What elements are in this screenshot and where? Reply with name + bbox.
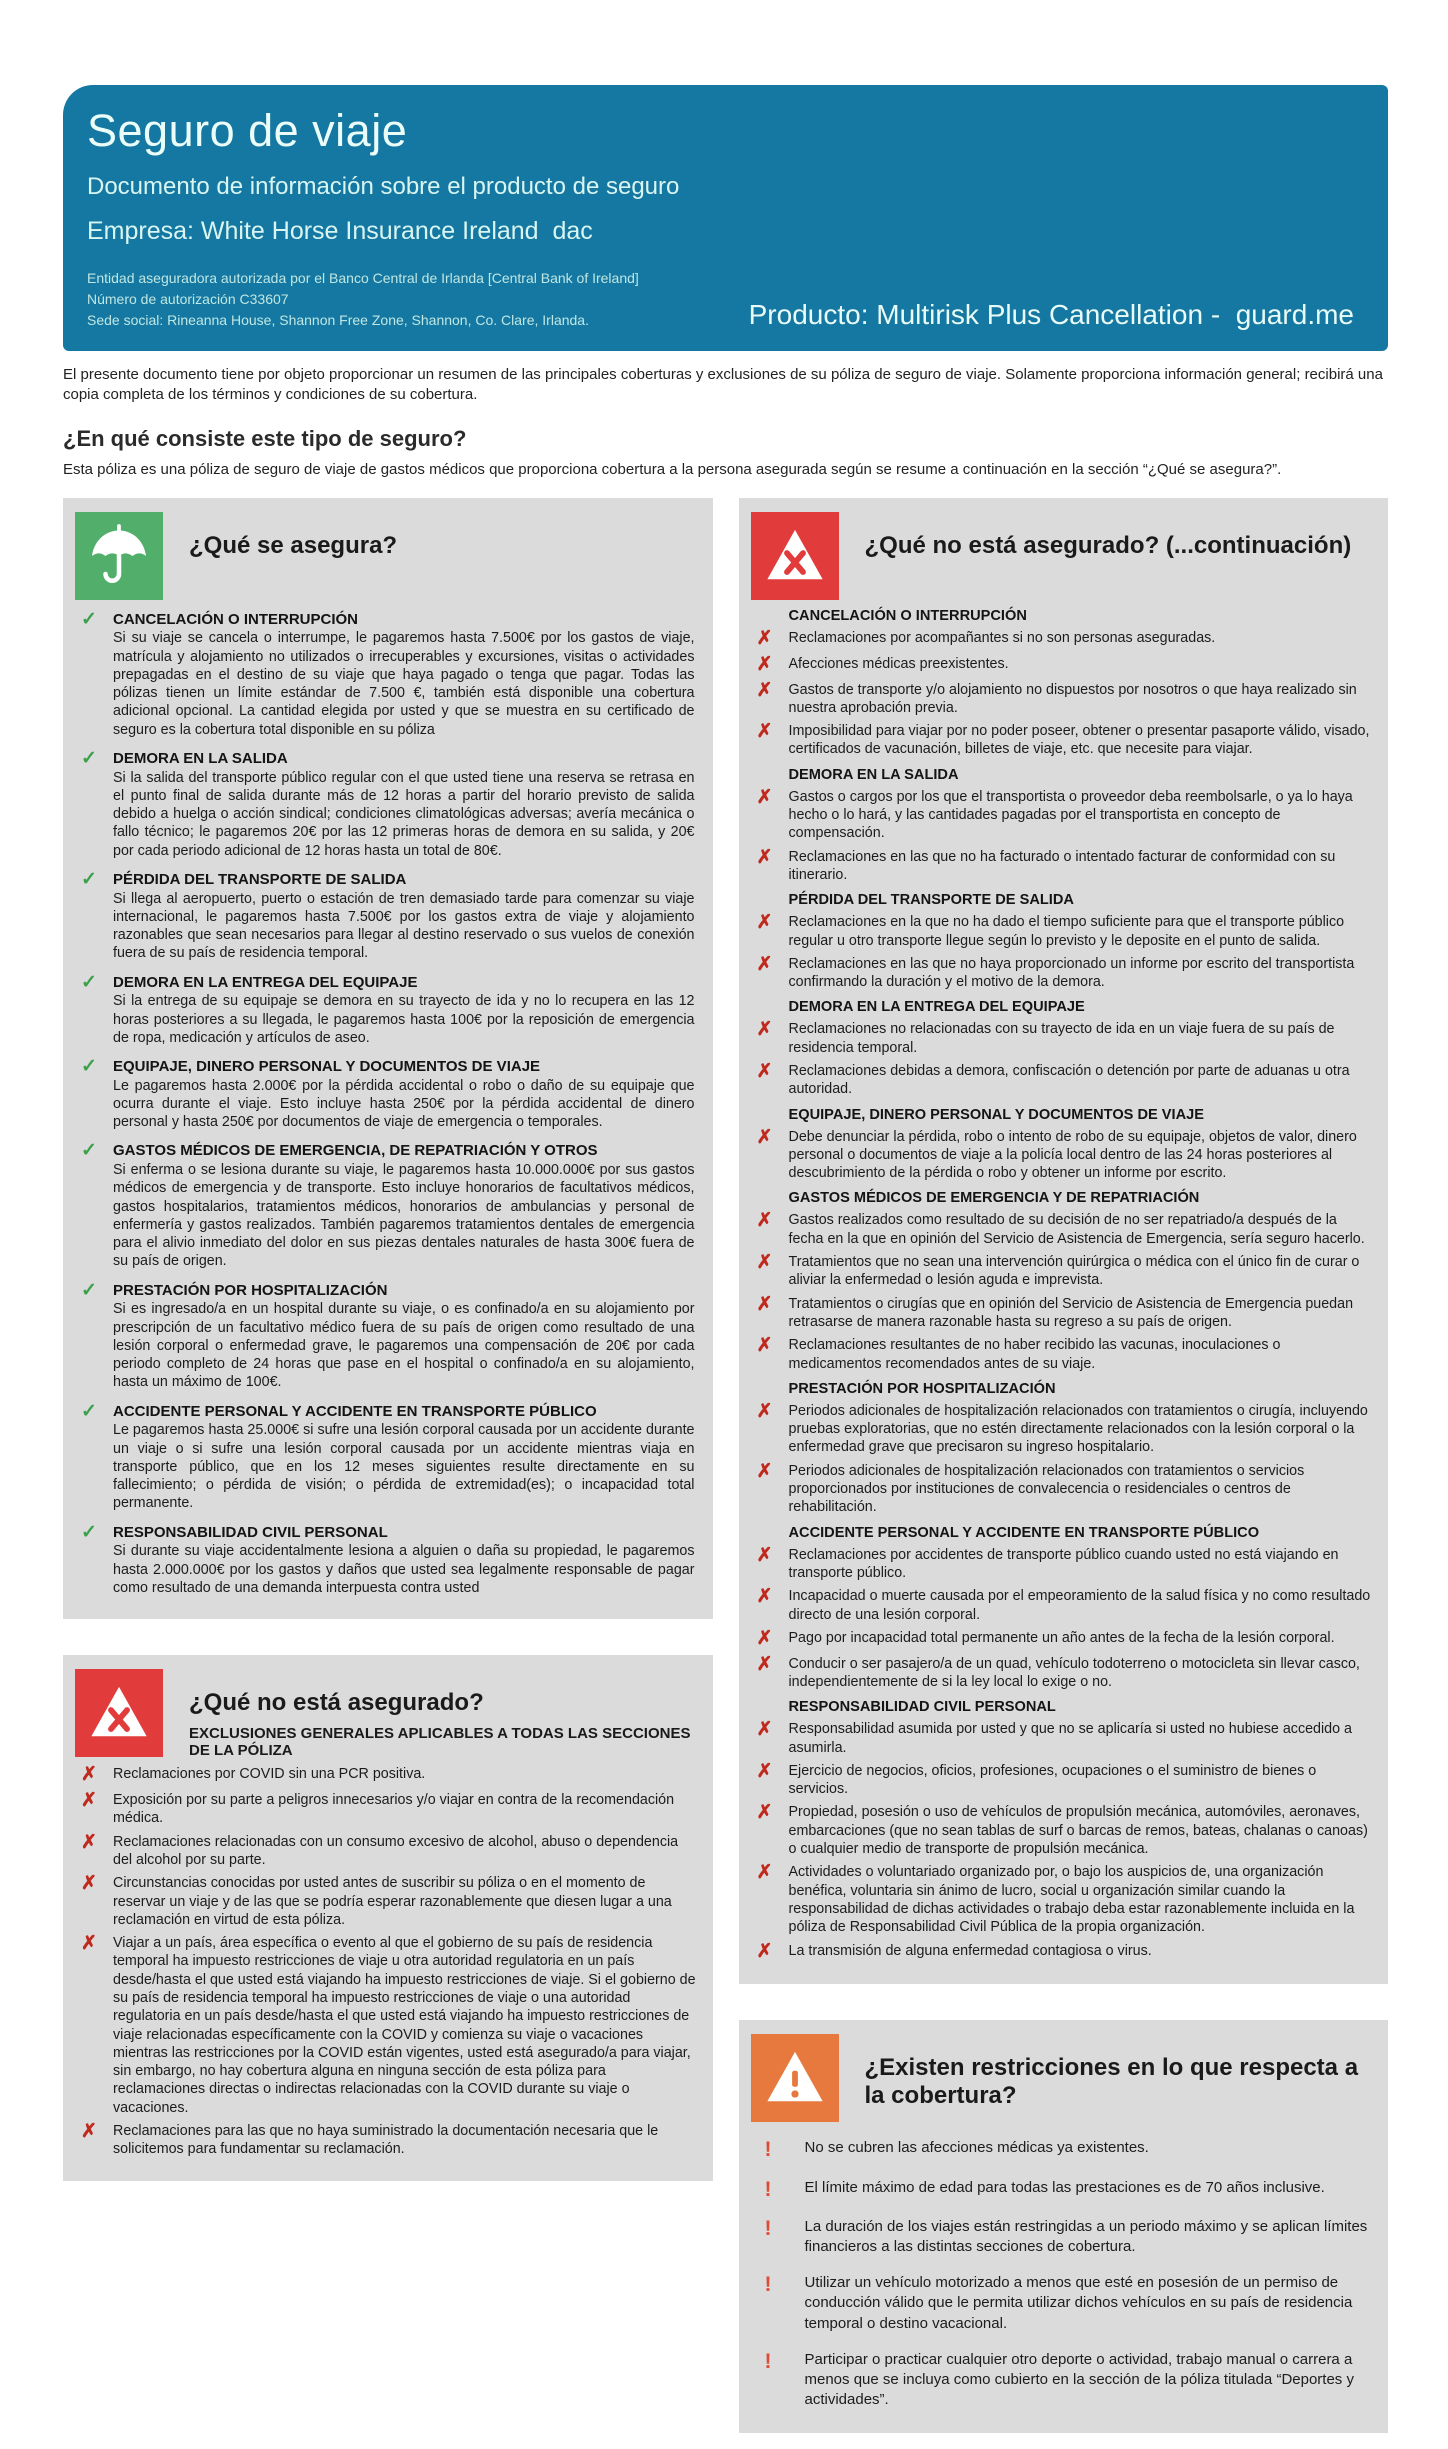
restrictions-panel bbox=[739, 2020, 1389, 2432]
exclusion-item-text: Viajar a un país, área específica o evento al que el gobierno de su país de residencia temporal ha impuesto restricciones de viaje u otra autoridad regulatoria en un país desde/hasta el que usted está viajando ha impuesto restricciones de viaje. Si el gobierno de su país de residencia temporal ha impuesto restricciones de viaje o una autoridad regulatoria en un país desde/hasta el que usted está viajando ha impuesto restricciones de viaje relacionadas específicamente con la COVID y comienza su viaje o vacaciones mientras las restricciones por la COVID están vigentes, usted está asegurado/a para viajar, sin embargo, no hay cobertura alguna en ninguna sección de esta póliza para reclamaciones directas o indirectas relacionadas con la COVID durante su viaje o vacaciones. bbox=[113, 1935, 696, 2116]
exclusion-item bbox=[75, 1874, 699, 1929]
not-insured-cont-heading: ¿Qué no está asegurado? (...continuación) bbox=[864, 531, 1352, 559]
exclusion-item-text: Gastos o cargos por los que el transportista o proveedor deba reembolsarle, o ya lo haya hecho o lo hará, y las cantidades pagadas por el transportista en concepto de compensación. bbox=[788, 788, 1353, 842]
insured-item-body: Si su viaje se cancela o interrumpe, le pagaremos hasta 7.500€ por los gastos de viaje, matrícula y alojamiento no utilizados o irrecuperables y excursiones, visitas o actividades prepagadas en el destino de su viaje que haya pagado o tenga que pagar. Todas las pólizas tienen un límite estándar de 7.500 €, también está disponible una cobertura adicional opcional. La cantidad elegida por usted y que se muestra en su certificado de seguro es la cobertura total disponible en su póliza bbox=[113, 630, 695, 738]
insured-item-title: PÉRDIDA DEL TRANSPORTE DE SALIDA bbox=[113, 871, 407, 889]
insured-item-body: Si llega al aeropuerto, puerto o estación de tren demasiado tarde para comenzar su viaje internacional, le pagaremos hasta 7.500€ por los gastos extra de viaje y alojamiento razonables que sean necesarios para llegar al destino reservado o sus vuelos de conexión fuera de su país de residencia temporal. bbox=[113, 890, 695, 962]
what-is-heading: ¿En qué consiste este tipo de seguro? bbox=[63, 425, 467, 451]
exclusion-section-title: RESPONSABILIDAD CIVIL PERSONAL bbox=[788, 1699, 1056, 1716]
exclusion-item-text: Imposibilidad para viajar por no poder poseer, obtener o presentar pasaporte válido, visado, certificados de vacunación, billetes de viaje, etc. que necesite para viajar. bbox=[788, 723, 1370, 758]
exclusion-section bbox=[751, 1107, 1375, 1183]
exclusion-section bbox=[751, 1699, 1375, 1962]
exclusion-item bbox=[751, 1211, 1375, 1248]
product-line: Producto: Multirisk Plus Cancellation - guard.me bbox=[748, 299, 1354, 330]
left-column bbox=[63, 498, 713, 2181]
insured-item-title: ACCIDENTE PERSONAL Y ACCIDENTE EN TRANSPORTE PÚBLICO bbox=[113, 1402, 597, 1420]
exclusion-item-text: Pago por incapacidad total permanente un año antes de la fecha de la lesión corporal. bbox=[788, 1629, 1335, 1646]
exclusion-item-text: Reclamaciones por accidentes de transporte público cuando usted no está viajando en transporte público. bbox=[788, 1546, 1339, 1581]
not-insured-subheading: EXCLUSIONES GENERALES APLICABLES A TODAS LAS SECCIONES DE LA PÓLIZA bbox=[189, 1725, 691, 1760]
insured-item bbox=[75, 749, 699, 860]
check-icon: ✓ bbox=[81, 1140, 97, 1162]
exclusion-item-text: Afecciones médicas preexistentes. bbox=[788, 655, 1009, 672]
x-icon: ✗ bbox=[756, 721, 773, 743]
x-icon: ✗ bbox=[756, 1210, 773, 1232]
exclusion-section bbox=[751, 1381, 1375, 1517]
x-icon: ✗ bbox=[756, 1126, 773, 1148]
exclusion-item-text: Periodos adicionales de hospitalización relacionados con tratamientos o servicios proporcionados por instituciones de convalecencia o residenciales o centros de rehabilitación. bbox=[788, 1462, 1305, 1516]
insured-heading: ¿Qué se asegura? bbox=[189, 531, 398, 559]
check-icon: ✓ bbox=[81, 869, 97, 891]
x-icon: ✗ bbox=[81, 1790, 97, 1812]
exclusion-item bbox=[751, 955, 1375, 992]
exclusion-section-items bbox=[751, 1546, 1375, 1692]
insured-item-body: Le pagaremos hasta 2.000€ por la pérdida accidental o robo o daño de su equipaje que ocurra durante el viaje. Esto incluye hasta 250€ por la pérdida accidental de dinero personal y hasta 250€ por documentos de viaje de emergencia o temporales. bbox=[113, 1077, 695, 1131]
header-band bbox=[63, 85, 1388, 351]
exclusion-item-text: Debe denunciar la pérdida, robo o intento de robo de su equipaje, objetos de valor, dinero personal o documentos de viaje a la policía local dentro de las 24 horas posteriores al descubrimiento de la pérdida o robo y obtener un informe por escrito. bbox=[788, 1128, 1357, 1182]
insured-panel bbox=[63, 498, 713, 1619]
restriction-item-text: Utilizar un vehículo motorizado a menos que esté en posesión de un permiso de conducción válido que le permita utilizar dichos vehículos en su país de residencia temporal o destino vacacional. bbox=[804, 2274, 1353, 2332]
exclusion-item bbox=[751, 1587, 1375, 1624]
exclusion-item bbox=[751, 681, 1375, 718]
x-icon: ✗ bbox=[756, 679, 773, 701]
exclusion-item-text: Circunstancias conocidas por usted antes de suscribir su póliza o en el momento de reservar un viaje y de las que se podría esperar razonablemente que diesen lugar a una reclamación en virtud de esta póliza. bbox=[113, 1875, 672, 1928]
exclusion-item-text: Reclamaciones no relacionadas con su trayecto de ida en un viaje fuera de su país de residencia temporal. bbox=[788, 1021, 1335, 1056]
insured-items bbox=[75, 610, 699, 1597]
exclusion-item bbox=[751, 1336, 1375, 1373]
exclusion-item-text: Propiedad, posesión o uso de vehículos de propulsión mecánica, automóviles, aeronaves, embarcaciones (que no sean tablas de surf o barcas de remos, bateas, chalanas o canoas) o cualquier medio de transporte de propulsión mecánica. bbox=[788, 1804, 1368, 1858]
x-icon: ✗ bbox=[81, 1831, 97, 1853]
exclusion-item bbox=[751, 1942, 1375, 1963]
exclusion-item bbox=[751, 848, 1375, 885]
exclusion-item bbox=[75, 1765, 699, 1786]
x-icon: ✗ bbox=[756, 846, 773, 868]
x-icon: ✗ bbox=[756, 953, 773, 975]
exclusion-section-title: CANCELACIÓN O INTERRUPCIÓN bbox=[788, 607, 1027, 624]
restriction-item bbox=[751, 2138, 1375, 2161]
exclusion-section bbox=[751, 767, 1375, 884]
x-icon: ✗ bbox=[81, 1933, 97, 1955]
exclusion-item-text: Incapacidad o muerte causada por el empeoramiento de la salud física y no como resultado directo de una lesión corporal. bbox=[788, 1588, 1371, 1623]
exclamation-icon: ! bbox=[764, 2349, 772, 2373]
x-icon: ✗ bbox=[81, 1764, 97, 1786]
company-line: Empresa: White Horse Insurance Ireland dac bbox=[87, 217, 593, 245]
not-insured-panel bbox=[63, 1655, 713, 2181]
exclusion-item-text: Actividades o voluntariado organizado por, o bajo los auspicios de, una organización benéfica, voluntaria sin ánimo de lucro, social u organización similar cuando la responsabilidad de dichas actividades o trabajo deba estar razonablemente incluida en la póliza de Responsabilidad Civil Pública de la propia organización. bbox=[788, 1864, 1355, 1936]
exclusion-item-text: Conducir o ser pasajero/a de un quad, vehículo todoterreno o motocicleta sin llevar casco, independientemente de si la ley local lo exige o no. bbox=[788, 1655, 1360, 1690]
insurer-authorization: Entidad aseguradora autorizada por el Banco Central de Irlanda [Central Bank of Ireland] bbox=[87, 270, 639, 286]
exclusion-item-text: Exposición por su parte a peligros innecesarios y/o viajar en contra de la recomendación médica. bbox=[113, 1792, 675, 1827]
insured-item-title: EQUIPAJE, DINERO PERSONAL Y DOCUMENTOS DE VIAJE bbox=[113, 1058, 541, 1076]
not-insured-cont-panel bbox=[739, 498, 1389, 1985]
insured-item-title: PRESTACIÓN POR HOSPITALIZACIÓN bbox=[113, 1281, 388, 1299]
intro-paragraph: El presente documento tiene por objeto proporcionar un resumen de las principales coberturas y exclusiones de su póliza de seguro de viaje. Solamente proporciona información general; recibirá una copia completa de los términos y condiciones de su cobertura. bbox=[63, 366, 1383, 404]
exclusion-section-title: PÉRDIDA DEL TRANSPORTE DE SALIDA bbox=[788, 892, 1074, 909]
x-icon: ✗ bbox=[756, 1862, 773, 1884]
insured-item bbox=[75, 1057, 699, 1131]
restriction-item bbox=[751, 2350, 1375, 2411]
insured-item bbox=[75, 1523, 699, 1597]
exclusion-item-text: Reclamaciones debidas a demora, confiscación o detención por parte de aduanas u otra autoridad. bbox=[788, 1062, 1350, 1098]
exclusion-item bbox=[751, 1462, 1375, 1517]
exclusion-item-text: Gastos realizados como resultado de su decisión de no ser repatriado/a después de la fecha en la que en opinión del Servicio de Asistencia de Emergencia, sería seguro hacerlo. bbox=[788, 1212, 1365, 1247]
exclusion-item-text: Reclamaciones en la que no ha dado el tiempo suficiente para que el transporte público regular u otro transporte llegue según lo previsto y le deposite en el punto de salida. bbox=[788, 914, 1345, 949]
x-icon: ✗ bbox=[756, 1627, 773, 1649]
not-insured-heading: ¿Qué no está asegurado? bbox=[189, 1689, 484, 1717]
insured-item-title: CANCELACIÓN O INTERRUPCIÓN bbox=[113, 610, 359, 628]
insured-item-title: DEMORA EN LA SALIDA bbox=[113, 750, 288, 768]
restriction-item bbox=[751, 2217, 1375, 2258]
exclusion-section bbox=[751, 1190, 1375, 1372]
x-icon: ✗ bbox=[756, 1544, 773, 1566]
x-icon: ✗ bbox=[756, 1719, 773, 1741]
insured-item-body: Si durante su viaje accidentalmente lesiona a alguien o daña su propiedad, le pagaremos hasta 2.000.000€ por los gastos y daños que usted sea legalmente responsable de pagar como resultado de una demanda interpuesta contra usted bbox=[113, 1543, 695, 1596]
exclusion-item-text: Reclamaciones por acompañantes si no son personas aseguradas. bbox=[788, 629, 1216, 646]
restrictions-heading: ¿Existen restricciones en lo que respecta a la cobertura? bbox=[864, 2054, 1359, 2110]
exclusion-item-text: Gastos de transporte y/o alojamiento no dispuestos por nosotros o que haya realizado sin nuestra aprobación previa. bbox=[788, 681, 1357, 716]
insured-item bbox=[75, 973, 699, 1047]
exclusion-item-text: Periodos adicionales de hospitalización relacionados con tratamientos o cirugía, incluyendo pruebas exploratorias, que no estén directamente relacionados con la lesión corporal o la enfermedad grave que precisaron su ingreso hospitalario. bbox=[788, 1402, 1368, 1456]
check-icon: ✓ bbox=[81, 1056, 97, 1078]
exclusion-item-text: Tratamientos que no sean una intervención quirúrgica o médica con el único fin de curar o aliviar la enfermedad o lesión aguda e imprevista. bbox=[788, 1254, 1360, 1289]
insured-item bbox=[75, 870, 699, 963]
insured-item-title: RESPONSABILIDAD CIVIL PERSONAL bbox=[113, 1523, 388, 1541]
x-icon: ✗ bbox=[756, 1060, 773, 1082]
insured-item-body: Si enferma o se lesiona durante su viaje, le pagaremos hasta 10.000.000€ por sus gastos médicos de emergencia y de transporte. Esto incluye honorarios de facultativos médicos, gastos hospitalarios, tratamientos médicos, honorarios de ambulancias y personal de enfermería y gastos realizados. También pagaremos tratamientos dentales de emergencia para el alivio inmediato del dolor en sus piezas dentales naturales de hasta 300€ fuera de su país de origen. bbox=[113, 1161, 695, 1270]
exclamation-icon: ! bbox=[764, 2273, 772, 2297]
exclusion-item bbox=[751, 629, 1375, 650]
insured-item bbox=[75, 1402, 699, 1513]
check-icon: ✓ bbox=[81, 1400, 97, 1422]
exclusion-section-items bbox=[751, 788, 1375, 884]
right-column bbox=[739, 498, 1389, 2433]
exclusion-item-text: Reclamaciones para las que no haya suministrado la documentación necesaria que le solicitemos para fundamentar su reclamación. bbox=[113, 2123, 659, 2158]
exclusion-item bbox=[751, 722, 1375, 759]
exclamation-icon: ! bbox=[764, 2216, 772, 2240]
content-columns bbox=[63, 498, 1388, 2433]
x-icon: ✗ bbox=[756, 1460, 773, 1482]
check-icon: ✓ bbox=[81, 748, 97, 770]
restrictions-items bbox=[751, 2138, 1375, 2410]
exclusion-item bbox=[751, 1655, 1375, 1692]
exclusion-item-text: Tratamientos o cirugías que en opinión del Servicio de Asistencia de Emergencia puedan retrasarse de manera razonable hasta su regreso a su país de origen. bbox=[788, 1295, 1354, 1330]
x-icon: ✗ bbox=[756, 1802, 773, 1824]
exclusion-section-title: DEMORA EN LA SALIDA bbox=[788, 766, 959, 783]
exclusion-section-items bbox=[751, 1128, 1375, 1183]
exclusion-item bbox=[751, 1295, 1375, 1332]
exclusion-section bbox=[751, 1525, 1375, 1692]
x-icon: ✗ bbox=[81, 1873, 97, 1895]
document-title: Seguro de viaje bbox=[87, 105, 408, 156]
x-icon: ✗ bbox=[756, 1335, 773, 1357]
exclusion-item-text: Ejercicio de negocios, oficios, profesiones, ocupaciones o el suministro de bienes o servicios. bbox=[788, 1762, 1317, 1798]
insurer-address: Sede social: Rineanna House, Shannon Free Zone, Shannon, Co. Clare, Irlanda. bbox=[87, 312, 589, 328]
exclusion-section bbox=[751, 892, 1375, 991]
restriction-item-text: La duración de los viajes están restringidas a un periodo máximo y se aplican límites financieros a las distintas secciones de cobertura. bbox=[804, 2217, 1368, 2255]
exclusion-item bbox=[75, 2122, 699, 2159]
restriction-item-text: Participar o practicar cualquier otro deporte o actividad, trabajo manual o carrera a menos que se incluya como cubierto en la sección de la póliza titulada “Deportes y actividades”. bbox=[804, 2350, 1354, 2409]
insured-item bbox=[75, 1141, 699, 1270]
exclusion-section-items bbox=[751, 629, 1375, 759]
exclusion-item bbox=[751, 655, 1375, 676]
restriction-item bbox=[751, 2273, 1375, 2334]
x-icon: ✗ bbox=[756, 1940, 773, 1962]
insured-item-body: Si la entrega de su equipaje se demora en su trayecto de ida y no lo recupera en las 12 horas posteriores a su llegada, le pagaremos hasta 100€ por la reposición de emergencia de ropa, medicación y artículos de aseo. bbox=[113, 993, 695, 1046]
insured-item-body: Le pagaremos hasta 25.000€ si sufre una lesión corporal causada por un accidente durante un viaje o si sufre una lesión corporal causada por un accidente mientras viaja en transporte público, que en los 12 meses siguientes resulte directamente en su fallecimiento; o pérdida de visión; o pérdida de extremidad(es); o incapacidad total permanente. bbox=[113, 1422, 695, 1512]
insured-item bbox=[75, 610, 699, 739]
insurer-authorization-number: Número de autorización C33607 bbox=[87, 291, 289, 307]
x-icon: ✗ bbox=[756, 1586, 773, 1608]
exclusion-item bbox=[751, 1803, 1375, 1858]
x-icon: ✗ bbox=[756, 1653, 773, 1675]
exclusion-item-text: Reclamaciones en las que no ha facturado o intentado facturar de conformidad con su itinerario. bbox=[788, 848, 1336, 883]
exclusion-item bbox=[751, 1402, 1375, 1457]
exclusion-section-title: ACCIDENTE PERSONAL Y ACCIDENTE EN TRANSPORTE PÚBLICO bbox=[788, 1524, 1260, 1541]
exclusion-item-text: Reclamaciones resultantes de no haber recibido las vacunas, inoculaciones o medicamentos recomendados antes de su viaje. bbox=[788, 1337, 1281, 1372]
exclusion-section-title: DEMORA EN LA ENTREGA DEL EQUIPAJE bbox=[788, 999, 1085, 1016]
exclusion-item bbox=[751, 1720, 1375, 1757]
exclusion-item-text: Responsabilidad asumida por usted y que no se aplicaría si usted no hubiese accedido a asumirla. bbox=[788, 1721, 1353, 1756]
exclamation-icon: ! bbox=[764, 2177, 772, 2201]
exclusion-section bbox=[751, 608, 1375, 759]
restriction-item-text: El límite máximo de edad para todas las prestaciones es de 70 años inclusive. bbox=[804, 2178, 1325, 2196]
exclusion-section-items bbox=[751, 1211, 1375, 1372]
x-icon: ✗ bbox=[756, 653, 773, 675]
x-icon: ✗ bbox=[756, 1019, 773, 1041]
exclusion-section-title: EQUIPAJE, DINERO PERSONAL Y DOCUMENTOS DE VIAJE bbox=[788, 1106, 1204, 1123]
restriction-item bbox=[751, 2178, 1375, 2201]
umbrella-icon bbox=[75, 512, 163, 600]
exclusion-section-title: PRESTACIÓN POR HOSPITALIZACIÓN bbox=[788, 1380, 1056, 1397]
exclusion-item bbox=[751, 1863, 1375, 1936]
what-is-paragraph: Esta póliza es una póliza de seguro de viaje de gastos médicos que proporciona cobertura a la persona asegurada según se resume a continuación en la sección “¿Qué se asegura?”. bbox=[63, 460, 1282, 478]
exclusion-item bbox=[751, 1128, 1375, 1183]
exclusion-item bbox=[751, 1253, 1375, 1290]
x-icon: ✗ bbox=[81, 2121, 97, 2143]
x-icon: ✗ bbox=[756, 1252, 773, 1274]
check-icon: ✓ bbox=[81, 1279, 97, 1301]
insured-item-title: GASTOS MÉDICOS DE EMERGENCIA, DE REPATRIACIÓN Y OTROS bbox=[113, 1142, 598, 1160]
exclusion-section bbox=[751, 999, 1375, 1098]
x-icon: ✗ bbox=[756, 1293, 773, 1315]
exclusion-item bbox=[751, 1020, 1375, 1057]
exclusion-section-items bbox=[751, 913, 1375, 991]
exclamation-icon: ! bbox=[764, 2138, 772, 2162]
check-icon: ✓ bbox=[81, 608, 97, 630]
exclusion-item-text: Reclamaciones relacionadas con un consumo excesivo de alcohol, abuso o dependencia del alcohol por su parte. bbox=[113, 1833, 679, 1868]
exclusion-item bbox=[751, 1062, 1375, 1099]
exclusion-item bbox=[75, 1791, 699, 1828]
exclusion-section-items bbox=[751, 1020, 1375, 1098]
x-icon: ✗ bbox=[756, 912, 773, 934]
insured-item bbox=[75, 1281, 699, 1392]
exclusion-item-text: La transmisión de alguna enfermedad contagiosa o virus. bbox=[788, 1942, 1152, 1959]
x-icon: ✗ bbox=[756, 786, 773, 808]
insured-panel-header bbox=[75, 512, 699, 600]
insured-item-body: Si la salida del transporte público regular con el que usted tiene una reserva se retrasa en el punto final de salida durante más de 12 horas a partir del horario previsto de salida debido a huelga o acción sindical; condiciones climatológicas adversas; avería mecánica o fallo técnico; le pagaremos 20€ por las 12 primeras horas de demora en su salida, y 20€ por cada periodo adicional de 12 horas hasta un total de 80€. bbox=[113, 769, 695, 859]
not-insured-panel-header bbox=[75, 1669, 699, 1759]
triangle-x-icon bbox=[751, 512, 839, 600]
exclusion-item bbox=[751, 1546, 1375, 1583]
check-icon: ✓ bbox=[81, 1521, 97, 1543]
exclusion-item bbox=[75, 1934, 699, 2117]
exclusion-item bbox=[751, 1629, 1375, 1650]
check-icon: ✓ bbox=[81, 971, 97, 993]
not-insured-cont-sections bbox=[751, 608, 1375, 1963]
exclusion-item-text: Reclamaciones por COVID sin una PCR positiva. bbox=[113, 1766, 426, 1783]
insured-item-title: DEMORA EN LA ENTREGA DEL EQUIPAJE bbox=[113, 973, 418, 991]
exclusion-section-title: GASTOS MÉDICOS DE EMERGENCIA Y DE REPATRIACIÓN bbox=[788, 1190, 1200, 1207]
exclusion-item-text: Reclamaciones en las que no haya proporcionado un informe por escrito del transportista confirmando la duración y el motivo de la demora. bbox=[788, 955, 1355, 991]
not-insured-items bbox=[75, 1765, 699, 2159]
exclusion-item bbox=[751, 913, 1375, 950]
x-icon: ✗ bbox=[756, 1400, 773, 1422]
restriction-item-text: No se cubren las afecciones médicas ya existentes. bbox=[804, 2139, 1149, 2157]
not-insured-cont-header bbox=[751, 512, 1375, 600]
exclusion-item bbox=[75, 1833, 699, 1870]
triangle-x-icon bbox=[75, 1669, 163, 1757]
exclusion-item bbox=[751, 788, 1375, 843]
exclusion-section-items bbox=[751, 1720, 1375, 1962]
insured-item-body: Si es ingresado/a en un hospital durante su viaje, o es confinado/a en su alojamiento por prescripción de un facultativo médico fuera de su país de origen como resultado de una lesión corporal o enfermedad grave, le pagaremos una compensación de 20€ por cada periodo completo de 24 horas que pase en el hospital o confinado/a en su alojamiento, hasta un máximo de 100€. bbox=[113, 1301, 695, 1391]
x-icon: ✗ bbox=[756, 627, 773, 649]
x-icon: ✗ bbox=[756, 1760, 773, 1782]
exclusion-item bbox=[751, 1762, 1375, 1799]
document-subtitle: Documento de información sobre el producto de seguro bbox=[87, 173, 680, 200]
exclusion-section-items bbox=[751, 1402, 1375, 1517]
